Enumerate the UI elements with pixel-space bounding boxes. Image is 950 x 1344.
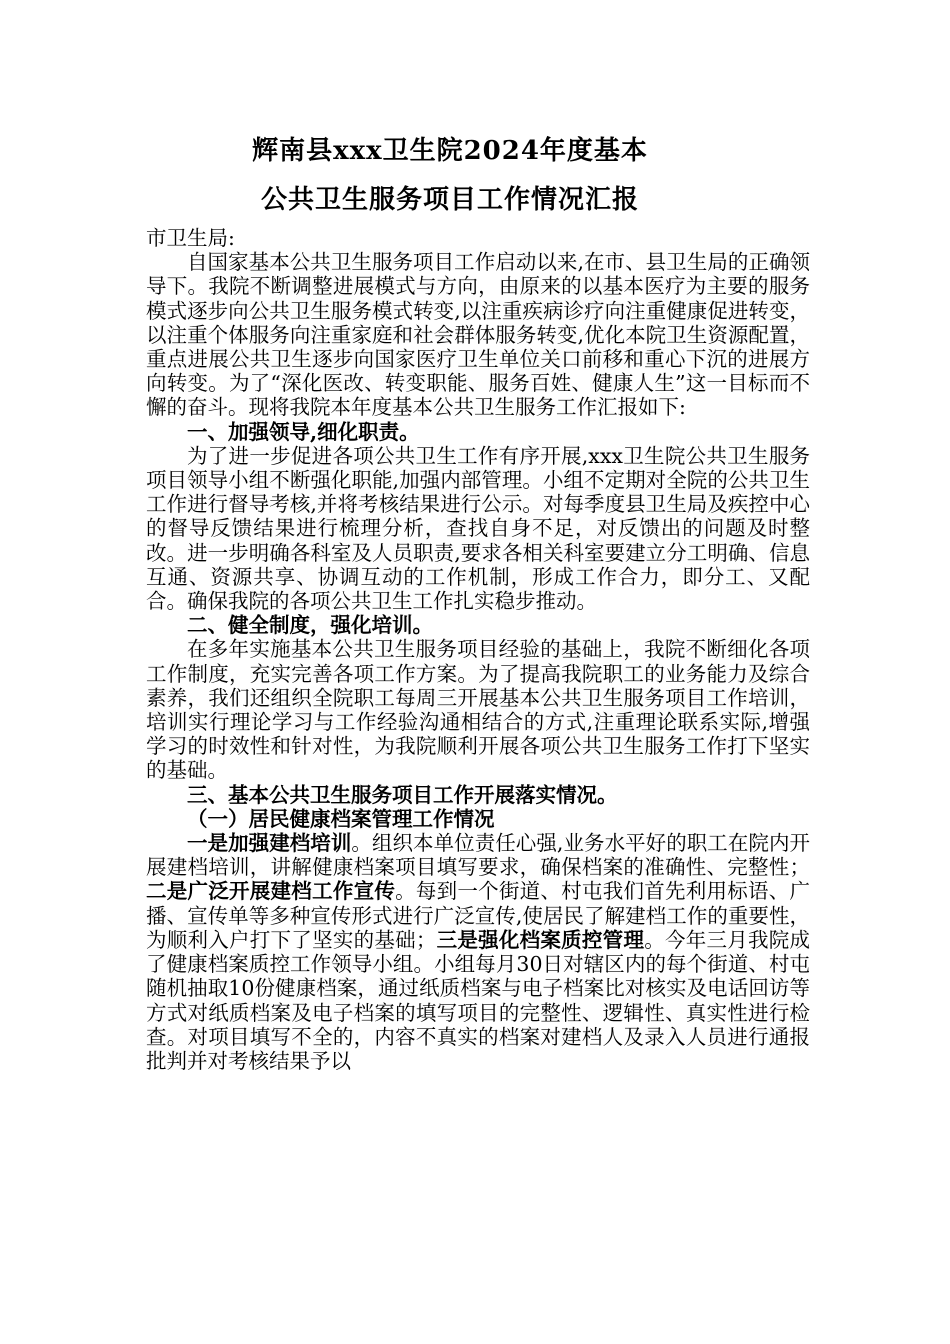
sub1-text-2: 。每到一个街道、村屯我们首先利用标语、广播、宣传单等多种宣传形式进行广泛宣传,使居民了解建档工作的重要性，为顺利入户打下了坚实的基础； — [146, 879, 811, 952]
document-title-line2: 公共卫生服务项目工作情况汇报 — [260, 185, 639, 215]
section1-paragraph: 为了进一步促进各项公共卫生工作有序开展,xxx卫生院公共卫生服务项目领导小组不断强化职能,加强内部管理。小组不定期对全院的公共卫生工作进行督导考核,并将考核结果进行公示。对每季度县卫生局及疾控中心的督导反馈结果进行梳理分析，查找自身不足，对反馈出的问题及时整改。进一步明确各科室及人员职责,要求各相关科室要建立分工明确、信息互通、资源共享、协调互动的工作机制，形成工作合力，即分工、又配合。确保我院的各项公共卫生工作扎实稳步推动。 — [146, 443, 810, 614]
document-body — [146, 226, 810, 1073]
addressee: 市卫生局: — [146, 226, 235, 250]
section2-heading: 二、健全制度，强化培训。 — [187, 613, 433, 638]
sub1-lead-3: 三是强化档案质控管理 — [436, 927, 645, 952]
section1-heading: 一、加强领导,细化职责。 — [187, 419, 420, 444]
subsection1-paragraph — [146, 831, 810, 1073]
sub1-text-3: 。今年三月我院成了健康档案质控工作领导小组。小组每月30日对辖区内的每个街道、村屯随机抽取10份健康档案，通过纸质档案与电子档案比对核实及电话回访等方式对纸质档案及电子档案的填写项目的完整性、逻辑性、真实性进行检查。对项目填写不全的，内容不真实的档案对建档人及录入人员进行通报批判并对考核结果予以 — [146, 927, 811, 1073]
sub1-text-1: 。组织本单位责任心强,业务水平好的职工在院内开展建档培训，讲解健康档案项目填写要求，确保档案的准确性、完整性； — [146, 831, 811, 880]
section2-paragraph: 在多年实施基本公共卫生服务项目经验的基础上，我院不断细化各项工作制度，充实完善各项工作方案。为了提高我院职工的业务能力及综合素养，我们还组织全院职工每周三开展基本公共卫生服务项目工作培训，培训实行理论学习与工作经验沟通相结合的方式,注重理论联系实际,增强学习的时效性和针对性，为我院顺利开展各项公共卫生服务工作打下坚实的基础。 — [146, 637, 810, 783]
subsection1-heading: （一）居民健康档案管理工作情况 — [187, 806, 495, 831]
document-title-line1: 辉南县xxx卫生院2024年度基本 — [252, 136, 648, 166]
section3-heading: 三、基本公共卫生服务项目工作开展落实情况。 — [187, 782, 618, 807]
sub1-lead-1: 一是加强建档培训 — [187, 831, 352, 856]
intro-paragraph: 自国家基本公共卫生服务项目工作启动以来,在市、县卫生局的正确领导下。我院不断调整进展模式与方向，由原来的以基本医疗为主要的服务模式逐步向公共卫生服务模式转变,以注重疾病诊疗向注重健康促进转变，以注重个体服务向注重家庭和社会群体服务转变,优化本院卫生资源配置，重点进展公共卫生逐步向国家医疗卫生单位关口前移和重心下沉的进展方向转变。为了“深化医改、转变职能、服务百姓、健康人生”这一目标而不懈的奋斗。现将我院本年度基本公共卫生服务工作汇报如下: — [146, 250, 810, 420]
sub1-lead-2: 二是广泛开展建档工作宣传 — [146, 879, 396, 904]
